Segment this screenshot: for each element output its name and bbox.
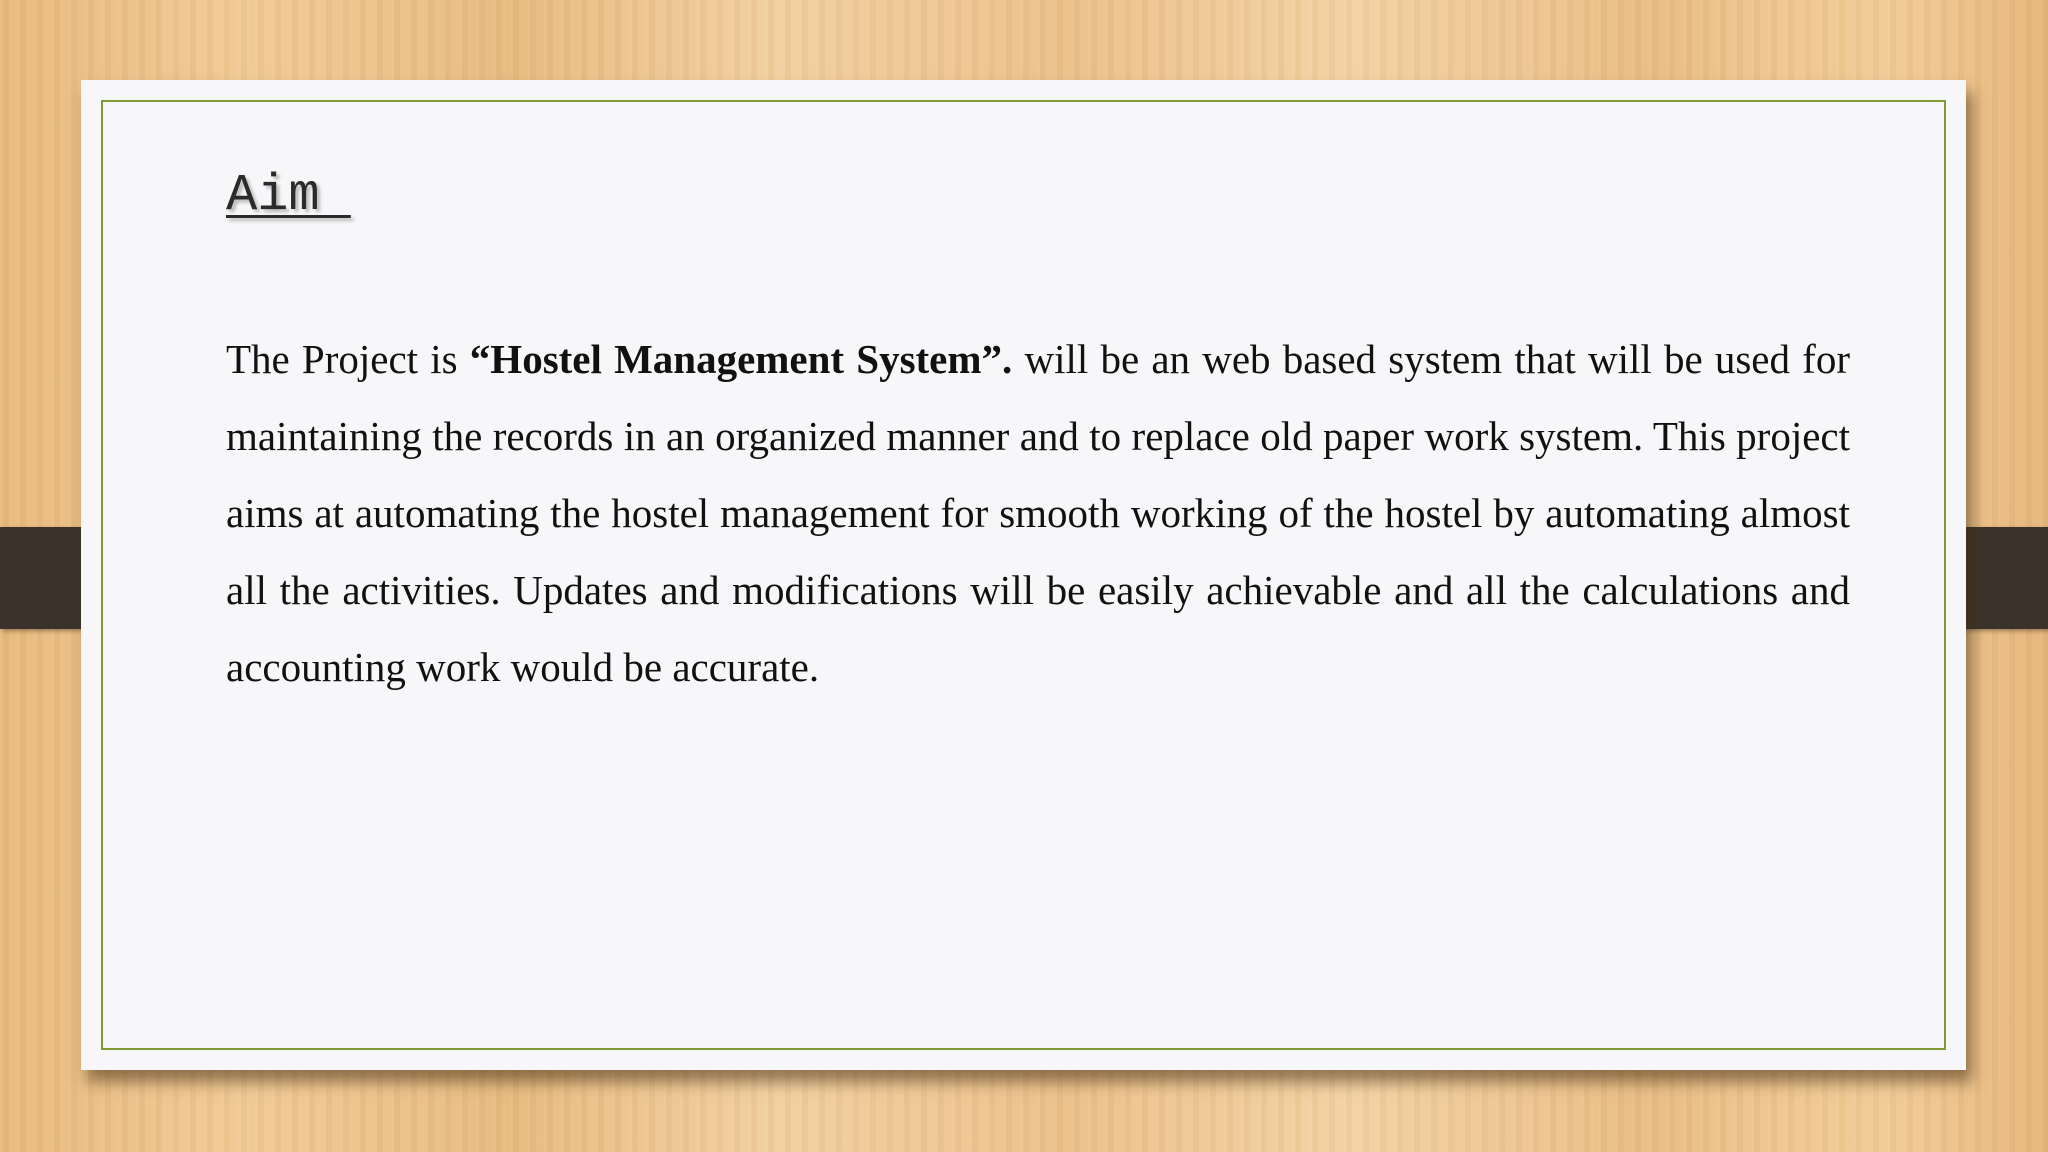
body-intro-text: The Project is — [226, 336, 470, 382]
body-rest-text: will be an web based system that will be used for maintaining the records in an organized manner and to replace old paper work system. This project aims at automating the hostel management for smooth working of the hostel by automating almost all the activities. Updates and modifications will be easily achievable and all the calculations and accounting work would be accurate. — [226, 336, 1850, 690]
slide-title: Aim — [226, 166, 351, 225]
project-name-text: “Hostel Management System”. — [469, 336, 1013, 382]
slide-body-paragraph — [226, 321, 1850, 706]
